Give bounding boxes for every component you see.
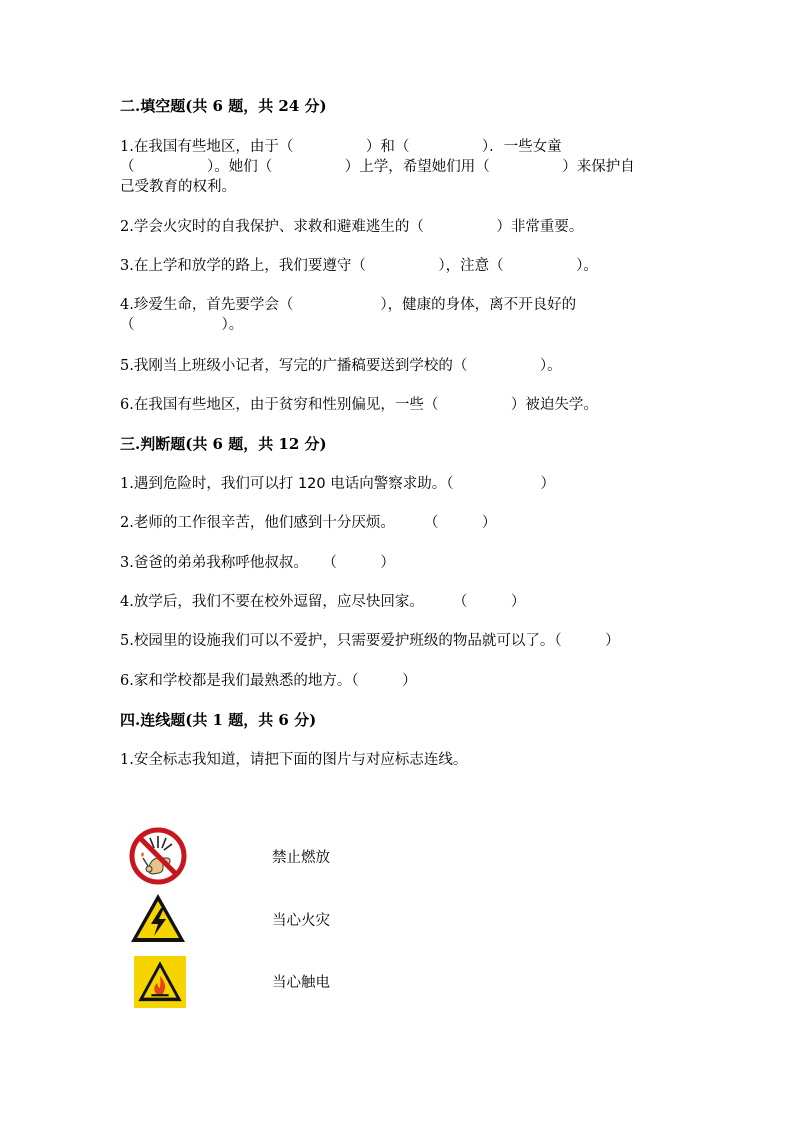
fire-warning-icon <box>128 956 192 1008</box>
section-title-fill: 二.填空题(共 6 题，共 24 分) <box>120 97 327 115</box>
judge-question-4: 4.放学后，我们不要在校外逗留，应尽快回家。 （ ） <box>120 594 526 610</box>
match-row-3 <box>128 956 428 1016</box>
judge-question-6: 6.家和学校都是我们最熟悉的地方。（ ） <box>120 673 417 689</box>
fill-question-4: 4.珍爱生命，首先要学会（ ），健康的身体，离不开良好的 （ ）。 <box>120 297 577 333</box>
fill-question-5: 5.我刚当上班级小记者，写完的广播稿要送到学校的（ ）。 <box>120 358 562 374</box>
electric-shock-warning-icon <box>128 890 188 950</box>
section-title-match: 四.连线题(共 1 题，共 6 分) <box>120 711 317 729</box>
match-row-1 <box>128 826 428 886</box>
judge-question-5: 5.校园里的设施我们可以不爱护，只需要爱护班级的物品就可以了。（ ） <box>120 633 620 649</box>
judge-question-2: 2.老师的工作很辛苦，他们感到十分厌烦。 （ ） <box>120 515 497 531</box>
fill-question-6: 6.在我国有些地区，由于贫穷和性别偏见，一些（ ）被迫失学。 <box>120 397 598 413</box>
match-label-3: 当心触电 <box>272 975 330 991</box>
fill-question-3: 3.在上学和放学的路上，我们要遵守（ ），注意（ ）。 <box>120 258 598 274</box>
judge-question-1: 1.遇到危险时，我们可以打 120 电话向警察求助。（ ） <box>120 476 555 492</box>
fill-question-2: 2.学会火灾时的自我保护、求救和避难逃生的（ ）非常重要。 <box>120 219 584 235</box>
match-row-2 <box>128 890 428 950</box>
match-question-1: 1.安全标志我知道，请把下面的图片与对应标志连线。 <box>120 752 468 768</box>
match-label-1: 禁止燃放 <box>272 850 330 866</box>
match-label-2: 当心火灾 <box>272 913 330 929</box>
judge-question-3: 3.爸爸的弟弟我称呼他叔叔。 （ ） <box>120 555 395 571</box>
no-fireworks-icon <box>128 826 188 886</box>
section-title-judge: 三.判断题(共 6 题，共 12 分) <box>120 435 327 453</box>
fill-question-1: 1.在我国有些地区，由于（ ）和（ ）．一些女童 （ ）。她们（ ）上学，希望她们用（ ）来保护自 己受教育的权利。 <box>120 139 635 195</box>
